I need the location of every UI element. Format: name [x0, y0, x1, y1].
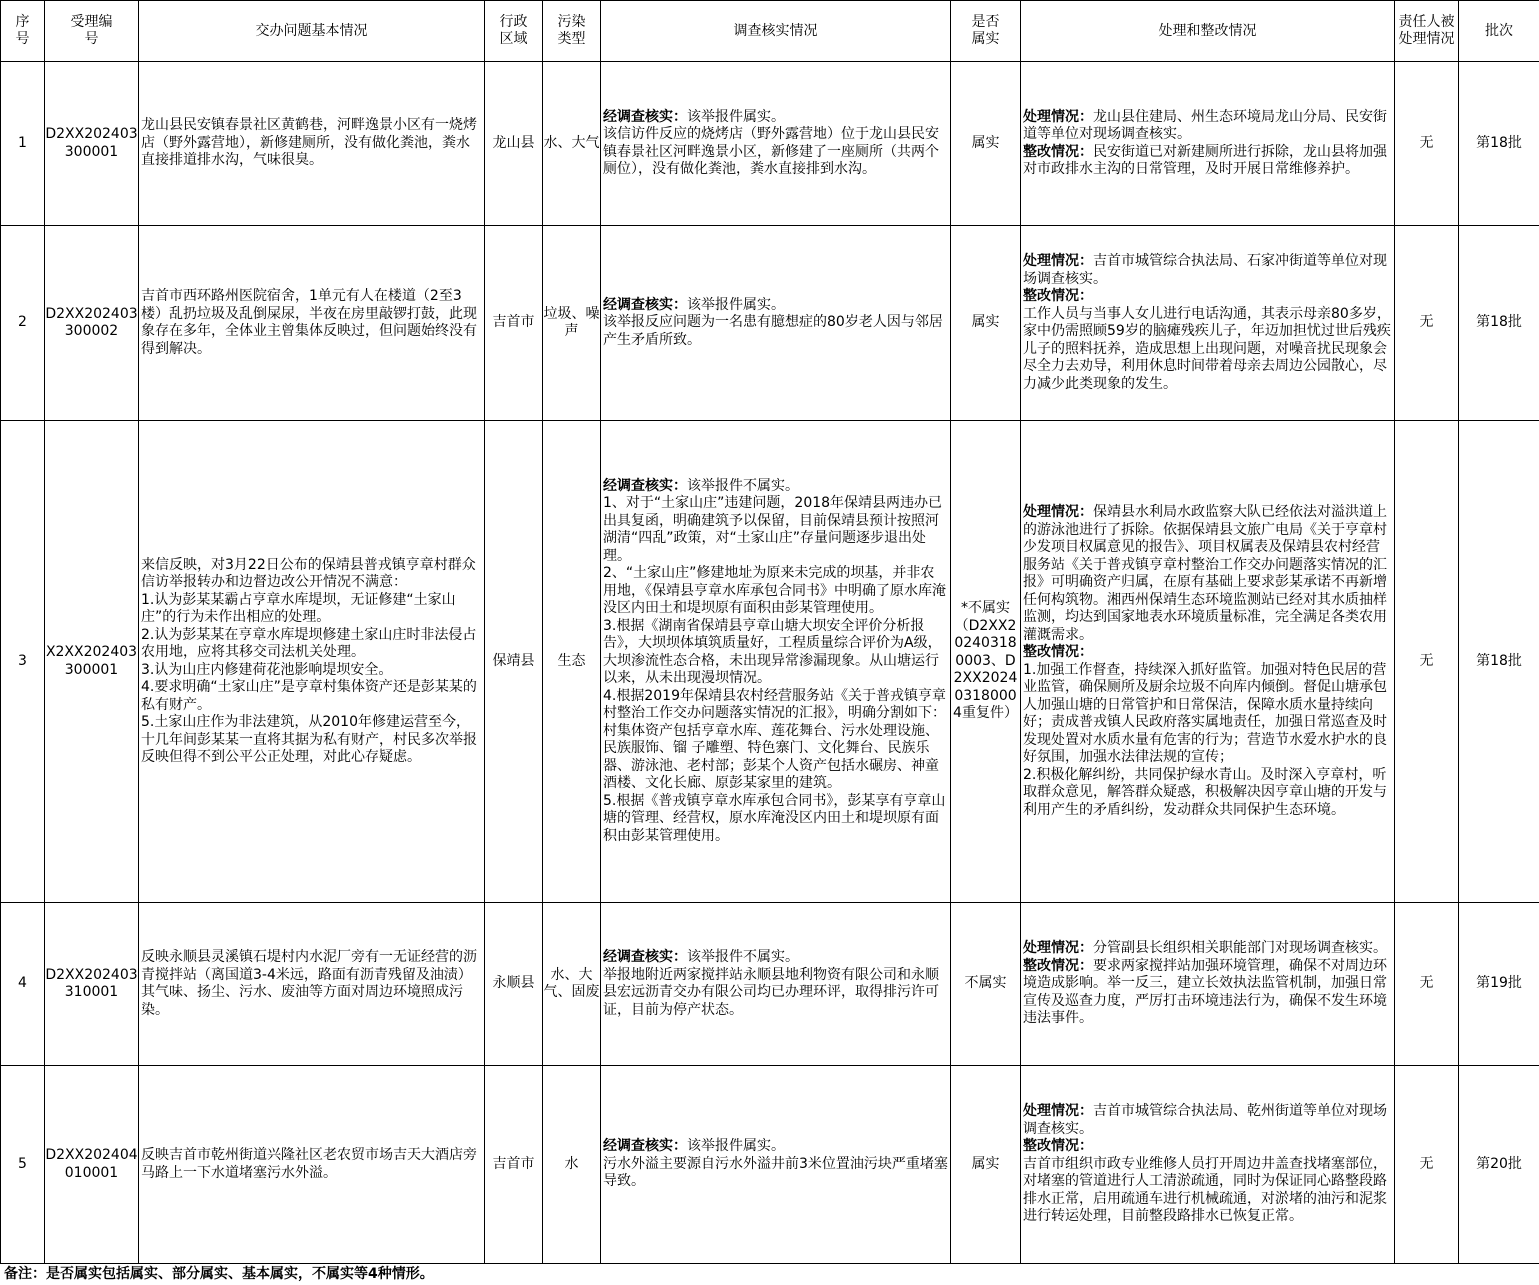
cell-verified: 属实 [951, 62, 1021, 226]
issue-item: 5.土家山庄作为非法建筑，从2010年修建运营至今，十几年间彭某某一直将其据为私有财产，村民多次举报反映但得不到公平公正处理，对此心存疑虑。 [141, 714, 477, 765]
cell-verified: 属实 [951, 1066, 1021, 1264]
header-punished: 责任人被处理情况 [1395, 1, 1459, 62]
handling-label: 处理情况： [1023, 1103, 1093, 1120]
investigation-detail: 该举报反应问题为一名患有臆想症的80岁老人因与邻居产生矛盾所致。 [603, 314, 943, 348]
cell-batch: 第18批 [1459, 62, 1539, 226]
issue-item: 2.认为彭某某在亨章水库堤坝修建土家山庄时非法侵占农用地，应将其移交司法机关处理。 [141, 626, 477, 660]
cell-issue: 反映永顺县灵溪镇石堤村内水泥厂旁有一无证经营的沥青搅拌站（离国道3-4米远，路面有沥青残留及油渍）其气味、扬尘、污水、废油等方面对周边环境照成污染。 [139, 903, 485, 1066]
rectify-item: 1.加强工作督查，持续深入抓好监管。加强对特色民居的营业监管，确保厕所及厨余垃圾不向库内倾倒。督促山塘承包人加强山塘的日常管护和日常保洁，保障水质水量持续向好；责成普戎镇人民政府落实属地责任，加强日常巡查及时发现处置对水质水量有危害的行为；营造节水爱水护水的良好氛围，加强水法律法规的宣传； [1023, 661, 1387, 765]
rectify-detail: 工作人员与当事人女儿进行电话沟通，其表示母亲80多岁，家中仍需照顾59岁的脑瘫残疾儿子，年迈加担忧过世后残疾儿子的照料抚养，造成思想上出现问题，对噪音扰民现象会尽全力去劝导，利用休息时间带着母亲去周边公园散心，尽力减少此类现象的发生。 [1023, 305, 1391, 392]
header-handling: 处理和整改情况 [1021, 1, 1395, 62]
cell-seq: 5 [1, 1066, 45, 1264]
footnote: 备注：是否属实包括属实、部分属实、基本属实，不属实等4种情形。 [4, 1266, 434, 1282]
cell-batch: 第18批 [1459, 226, 1539, 421]
investigation-item: 4.根据2019年保靖县农村经营服务站《关于普戎镇亨章村整治工作交办问题落实情况的汇报》，明确分割如下：村集体资产包括亨章水库、莲花舞台、污水处理设施、民族服饰、镏 子雕塑、特色寨门、文化舞台、民族乐器、游泳池、老村部；彭某个人资产包括水碾房、神童酒楼、文化长廊、原彭某家里的建筑。 [603, 687, 946, 792]
cell-pollution: 水 [543, 1066, 601, 1264]
issue-item: 4.要求明确“土家山庄”是亨章村集体资产还是彭某某的私有财产。 [141, 679, 477, 713]
investigation-detail: 污水外溢主要源自污水外溢井前3米位置油污块严重堵塞导致。 [603, 1155, 948, 1190]
cell-pollution: 生态 [543, 421, 601, 903]
cell-handling [1021, 903, 1395, 1066]
cell-issue: 龙山县民安镇春景社区黄鹤巷，河畔逸景小区有一烧烤店（野外露营地），新修建厕所，没有做化粪池，粪水直接排道排水沟，气味很臭。 [139, 62, 485, 226]
table-row [1, 421, 1539, 903]
investigation-result: 该举报件属实。 [687, 108, 785, 125]
handling-detail: 吉首市城管综合执法局、乾州街道等单位对现场调查核实。 [1023, 1103, 1387, 1137]
handling-label: 处理情况： [1023, 108, 1093, 125]
cell-investigation [601, 226, 951, 421]
cell-batch: 第19批 [1459, 903, 1539, 1066]
header-row [1, 1, 1539, 62]
cell-batch: 第18批 [1459, 421, 1539, 903]
investigation-detail: 举报地附近两家搅拌站永顺县地利物资有限公司和永顺县宏远沥青交办有限公司均已办理环评，取得排污许可证，目前为停产状态。 [603, 966, 939, 1018]
investigation-label: 经调查核实： [603, 296, 687, 313]
cell-punished: 无 [1395, 903, 1459, 1066]
cell-verified: 属实 [951, 226, 1021, 421]
cell-punished: 无 [1395, 226, 1459, 421]
rectify-item: 2.积极化解纠纷，共同保护绿水青山。及时深入亨章村，听取群众意见，解答群众疑惑，积极解决因亨章山塘的开发与利用产生的矛盾纠纷，发动群众共同保护生态环境。 [1023, 766, 1387, 818]
handling-detail: 吉首市城管综合执法局、石家冲街道等单位对现场调查核实。 [1023, 253, 1387, 287]
investigation-result: 该举报件属实。 [687, 1138, 785, 1155]
table-row [1, 903, 1539, 1066]
rectify-detail: 吉首市组织市政专业维修人员打开周边井盖查找堵塞部位，对堵塞的管道进行人工清淤疏通，同时为保证同心路整段路排水正常，启用疏通车进行机械疏通，对淤堵的油污和泥浆进行转运处理，目前整段路排水已恢复正常。 [1023, 1155, 1387, 1225]
table-row [1, 226, 1539, 421]
investigation-result: 该举报件不属实。 [687, 949, 799, 965]
rectify-detail: 要求两家搅拌站加强环境管理，确保不对周边环境造成影响。举一反三，建立长效执法监管机制，加强日常宣传及巡查力度，严厉打击环境违法行为，确保不发生环境违法事件。 [1023, 957, 1387, 1027]
header-issue: 交办问题基本情况 [139, 1, 485, 62]
cell-region: 永顺县 [485, 903, 543, 1066]
cell-region: 吉首市 [485, 226, 543, 421]
header-pollution: 污染类型 [543, 1, 601, 62]
header-code: 受理编号 [45, 1, 139, 62]
table-row [1, 62, 1539, 226]
handling-label: 处理情况： [1023, 940, 1093, 957]
cell-code: D2XX202403300001 [45, 62, 139, 226]
table-row [1, 1066, 1539, 1264]
issue-item: 3.认为山庄内修建荷花池影响堤坝安全。 [141, 661, 393, 678]
header-seq: 序号 [1, 1, 45, 62]
investigation-result: 该举报件属实。 [687, 296, 785, 313]
cell-code: D2XX202403310001 [45, 903, 139, 1066]
cell-code: D2XX202403300002 [45, 226, 139, 421]
cell-region: 吉首市 [485, 1066, 543, 1264]
header-verified: 是否属实 [951, 1, 1021, 62]
cell-handling [1021, 226, 1395, 421]
cell-issue: 反映吉首市乾州街道兴隆社区老农贸市场吉天大酒店旁马路上一下水道堵塞污水外溢。 [139, 1066, 485, 1264]
cell-punished: 无 [1395, 421, 1459, 903]
cell-investigation [601, 903, 951, 1066]
handling-detail: 分管副县长组织相关职能部门对现场调查核实。 [1093, 940, 1387, 957]
handling-detail: 龙山县住建局、州生态环境局龙山分局、民安街道等单位对现场调查核实。 [1023, 108, 1387, 142]
header-investigation: 调查核实情况 [601, 1, 951, 62]
investigation-item: 3.根据《湖南省保靖县亨章山塘大坝安全评价分析报告》，大坝坝体填筑质量好，工程质量综合评价为A级，大坝渗流性态合格，未出现异常渗漏现象。从山塘运行以来，从未出现漫坝情况。 [603, 617, 942, 687]
cell-issue: 吉首市西环路州医院宿舍，1单元有人在楼道（2至3楼）乱扔垃圾及乱倒屎尿，半夜在房里敲锣打鼓，此现象存在多年，全体业主曾集体反映过，但问题始终没有得到解决。 [139, 226, 485, 421]
investigation-detail: 该信访件反应的烧烤店（野外露营地）位于龙山县民安镇春景社区河畔逸景小区，新修建了一座厕所（共两个厕位），没有做化粪池，粪水直接排到水沟。 [603, 126, 939, 177]
rectify-label: 整改情况： [1023, 143, 1093, 160]
cell-handling [1021, 1066, 1395, 1264]
rectify-label: 整改情况： [1023, 644, 1093, 660]
cell-region: 龙山县 [485, 62, 543, 226]
investigation-label: 经调查核实： [603, 1138, 687, 1155]
cell-region: 保靖县 [485, 421, 543, 903]
cell-seq: 4 [1, 903, 45, 1066]
cell-pollution: 水、大气 [543, 62, 601, 226]
header-batch: 批次 [1459, 1, 1539, 62]
cell-handling [1021, 421, 1395, 903]
handling-label: 处理情况： [1023, 253, 1093, 269]
cell-investigation [601, 421, 951, 903]
cell-pollution: 垃圾、噪声 [543, 226, 601, 421]
cell-seq: 2 [1, 226, 45, 421]
investigation-item: 1、对于“土家山庄”违建问题，2018年保靖县两违办已出具复函，明确建筑予以保留，目前保靖县预计按照河湖清“四乱”政策，对“土家山庄”存量问题逐步退出处理。 [603, 495, 943, 564]
issue-item: 1.认为彭某某霸占亨章水库堤坝，无证修建“土家山庄”的行为未作出相应的处理。 [141, 591, 456, 625]
cell-seq: 3 [1, 421, 45, 903]
cell-punished: 无 [1395, 1066, 1459, 1264]
handling-detail: 保靖县水利局水政监察大队已经依法对溢洪道上的游泳池进行了拆除。依据保靖县文旅广电局《关于亨章村少发项目权属意见的报告》、项目权属表及保靖县农村经营服务站《关于普戎镇亨章村整治工作交办问题落实情况的汇报》可明确资产归属，在原有基础上要求彭某承诺不再新增任何构筑物。湘西州保靖生态环境监测站已经对其水质抽样监测，均达到国家地表水环境质量标准，完全满足各类农用灌溉需求。 [1023, 504, 1387, 643]
header-region: 行政区域 [485, 1, 543, 62]
cell-batch: 第20批 [1459, 1066, 1539, 1264]
handling-label: 处理情况： [1023, 504, 1093, 520]
investigation-item: 2、“土家山庄”修建地址为原来未完成的坝基，并非农用地，《保靖县亨章水库承包合同书》中明确了原水库淹没区内田土和堤坝原有面积由彭某管理使用。 [603, 565, 946, 617]
rectify-label: 整改情况： [1023, 1138, 1093, 1155]
cell-code: X2XX202403300001 [45, 421, 139, 903]
cell-issue [139, 421, 485, 903]
rectify-label: 整改情况： [1023, 957, 1093, 974]
investigation-label: 经调查核实： [603, 477, 687, 494]
investigation-result: 该举报件不属实。 [687, 477, 799, 494]
cell-pollution: 水、大气、固废 [543, 903, 601, 1066]
cell-code: D2XX202404010001 [45, 1066, 139, 1264]
rectify-detail: 民安街道已对新建厕所进行拆除，龙山县将加强对市政排水主沟的日常管理，及时开展日常维修养护。 [1023, 143, 1387, 177]
investigation-label: 经调查核实： [603, 108, 687, 125]
cell-investigation [601, 1066, 951, 1264]
cell-investigation [601, 62, 951, 226]
cell-handling [1021, 62, 1395, 226]
investigation-item: 5.根据《普戎镇亨章水库承包合同书》，彭某享有亨章山塘的管理、经营权，原水库淹没区内田土和堤坝原有面积由彭某管理使用。 [603, 792, 946, 844]
issue-intro: 来信反映，对3月22日公布的保靖县普戎镇亨章村群众信访举报转办和边督边改公开情况不满意： [141, 556, 476, 590]
cell-seq: 1 [1, 62, 45, 226]
rectify-label: 整改情况： [1023, 288, 1093, 304]
cell-punished: 无 [1395, 62, 1459, 226]
investigation-label: 经调查核实： [603, 949, 687, 965]
cell-verified: *不属实（D2XX202403180003、D2XX202403180004重复件） [951, 421, 1021, 903]
cell-verified: 不属实 [951, 903, 1021, 1066]
